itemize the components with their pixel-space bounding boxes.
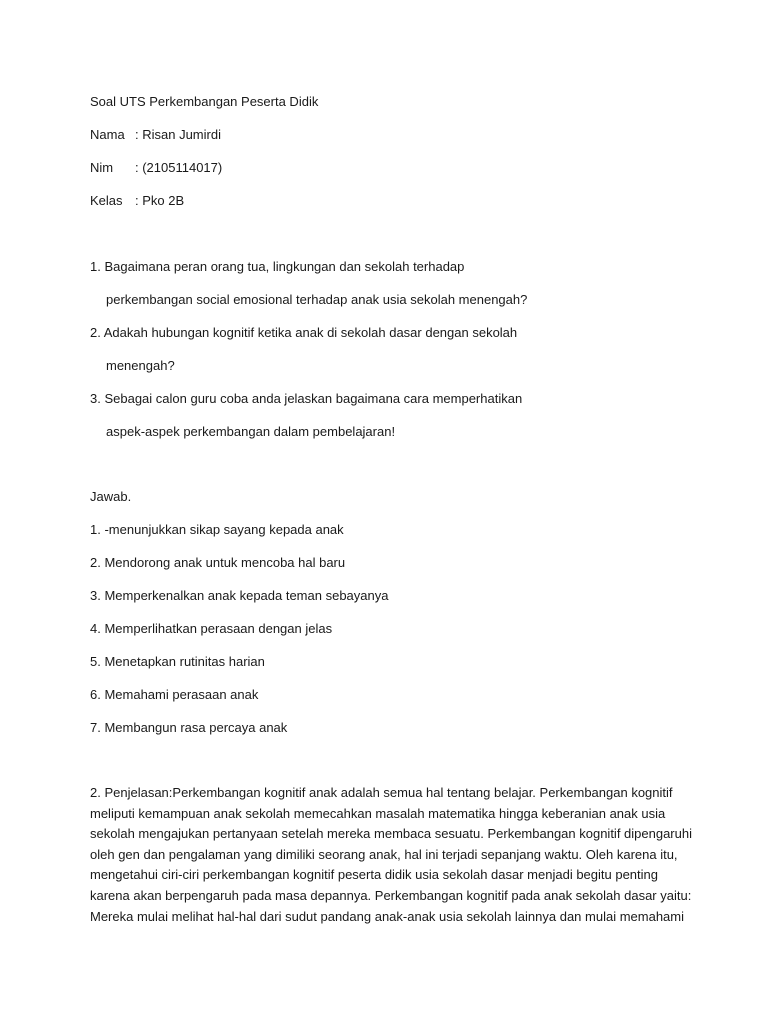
nim-label: Nim	[90, 160, 114, 175]
question-1-line-1: 1. Bagaimana peran orang tua, lingkungan dan sekolah terhadap	[90, 259, 465, 274]
answer-item: 1. -menunjukkan sikap sayang kepada anak	[90, 522, 344, 537]
nim-field	[90, 160, 222, 176]
name-value: : Risan Jumirdi	[135, 127, 221, 142]
class-value: : Pko 2B	[135, 193, 185, 208]
answer-item: 5. Menetapkan rutinitas harian	[90, 654, 265, 669]
class-label: Kelas	[90, 193, 123, 208]
answer-item: 6. Memahami perasaan anak	[90, 687, 259, 702]
paragraph-line: meliputi kemampuan anak sekolah memecahkan masalah matematika hingga keberanian anak usia	[90, 805, 666, 821]
paragraph-line: oleh gen dan pengalaman yang dimiliki seorang anak, hal ini terjadi sepanjang waktu. Oleh karena itu,	[90, 846, 678, 862]
answer-heading: Jawab.	[90, 489, 132, 504]
question-2-line-1: 2. Adakah hubungan kognitif ketika anak di sekolah dasar dengan sekolah	[90, 325, 518, 340]
answer-item: 3. Memperkenalkan anak kepada teman sebayanya	[90, 588, 389, 603]
paragraph-line: Mereka mulai melihat hal-hal dari sudut pandang anak-anak usia sekolah lainnya dan mulai memahami	[90, 908, 685, 924]
question-3-line-2: aspek-aspek perkembangan dalam pembelajaran!	[106, 424, 396, 439]
explanation-paragraph	[90, 783, 692, 927]
document-title: Soal UTS Perkembangan Peserta Didik	[90, 94, 319, 109]
paragraph-line: sekolah mengajukan pertanyaan setelah mereka membaca sesuatu. Perkembangan kognitif dipengaruhi	[90, 826, 692, 842]
answer-item: 2. Mendorong anak untuk mencoba hal baru	[90, 555, 346, 570]
question-2-line-2: menengah?	[106, 358, 175, 373]
nim-value: : (2105114017)	[135, 160, 223, 175]
answer-item: 7. Membangun rasa percaya anak	[90, 720, 288, 735]
question-1-line-2: perkembangan social emosional terhadap anak usia sekolah menengah?	[106, 292, 528, 307]
paragraph-line: 2. Penjelasan:Perkembangan kognitif anak adalah semua hal tentang belajar. Perkembangan kognitif	[90, 785, 673, 800]
name-label: Nama	[90, 127, 125, 142]
answer-item: 4. Memperlihatkan perasaan dengan jelas	[90, 621, 333, 636]
paragraph-line: karena akan berpengaruh pada masa depannya. Perkembangan kognitif pada anak sekolah dasar yaitu:	[90, 887, 692, 903]
question-3-line-1: 3. Sebagai calon guru coba anda jelaskan bagaimana cara memperhatikan	[90, 391, 523, 406]
class-field	[90, 193, 184, 209]
paragraph-line: mengetahui ciri-ciri perkembangan kognitif peserta didik usia sekolah dasar menjadi begitu penting	[90, 867, 658, 883]
name-field	[90, 127, 221, 143]
